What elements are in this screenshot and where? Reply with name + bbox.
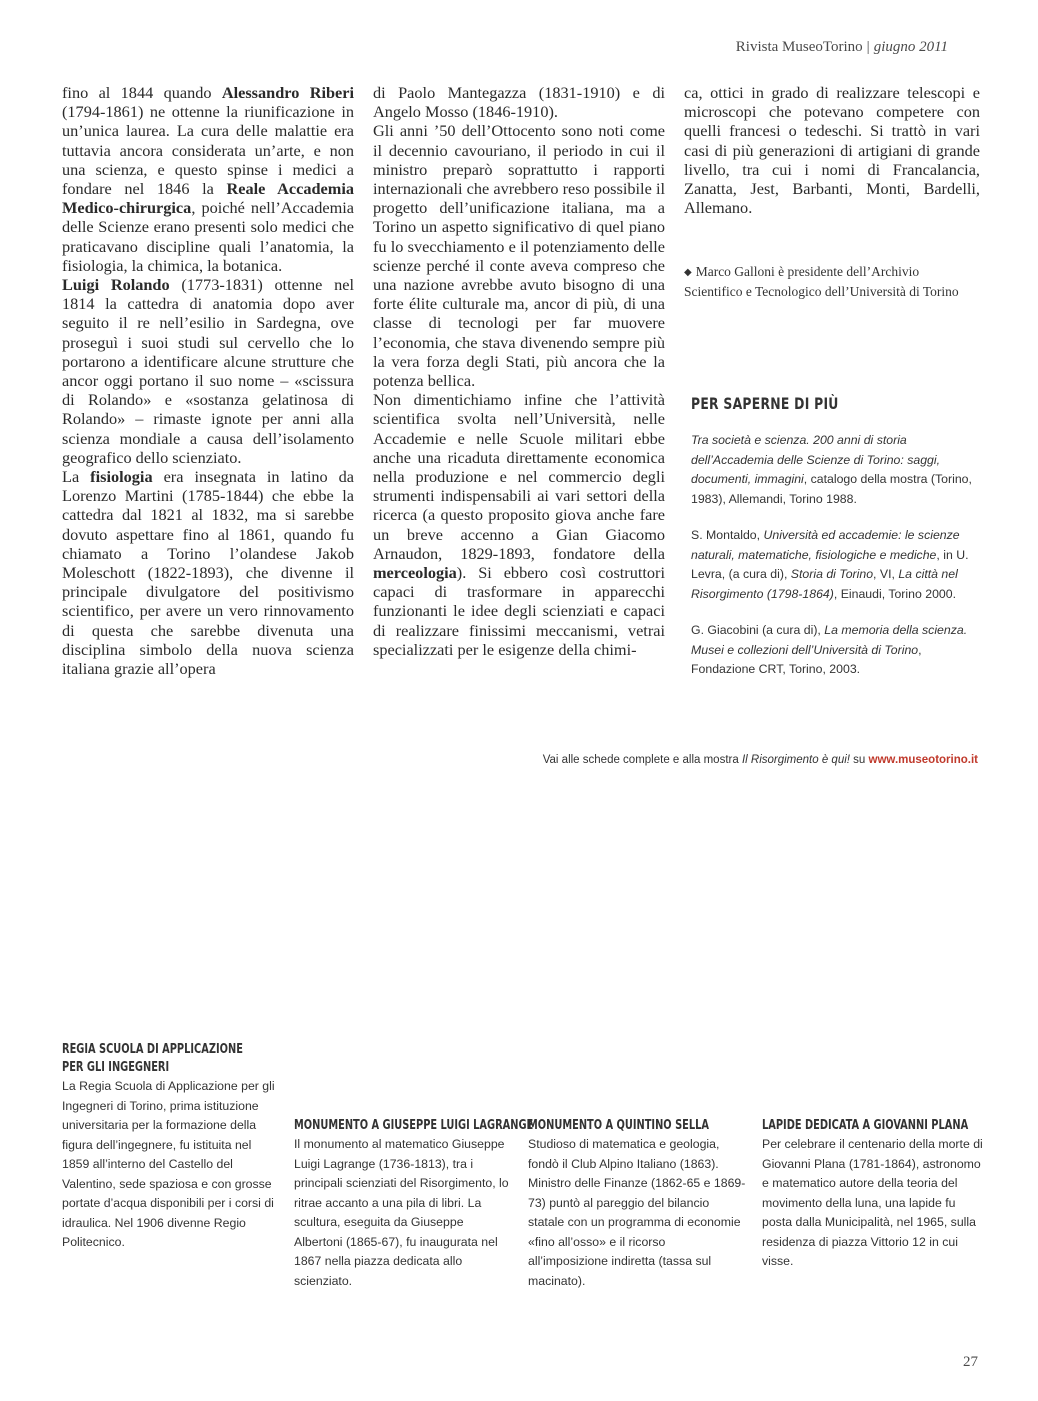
reference-item (691, 431, 979, 509)
sheet-text: Per celebrare il centenario della morte di Giovanni Plana (1781-1864), astronomo e matematico autore della teoria del movimento della luna, una lapide fu posta dalla Municipalità, nel 1965, sulla residenza di piazza Vittorio 12 in cui visse. (762, 1137, 983, 1268)
article-paragraph (373, 83, 665, 121)
sheet-regia-scuola (62, 1041, 276, 1253)
further-reading-title: PER SAPERNE DI PIÙ (691, 394, 839, 413)
article-paragraph (373, 390, 665, 659)
sheet-title-line2: PER GLI INGEGNERI (62, 1060, 170, 1075)
text-run: (1773-1831) ottenne nel 1814 la cattedra di anatomia dopo aver seguito il re nell’esilio in Sardegna, ove proseguì i suoi studi sul cervello che lo portarono a identificare alcune strutture che ancor oggi portano il suo nome – «scissura di Rolando» e «sostanza gelatinosa di Rolando» – rimaste ignote per anni alla scienza mondiale a causa dell’isolamento geografico dello scienziato. (62, 275, 354, 467)
sheet-text: Studioso di matematica e geologia, fondò il Club Alpino Italiano (1863). Ministro delle Finanze (1862-65 e 1869-73) puntò al pareggio del bilancio statale con un programma di economie «fino all’osso» e il ricorso all’imposizione indiretta (tassa sul macinato). (528, 1137, 746, 1288)
italic-title: Università ed accademie: le scienze naturali, matematiche, fisiologiche e mediche (691, 528, 960, 562)
sheet-monumento-lagrange (294, 1117, 534, 1291)
sheet-monumento-sella (528, 1117, 748, 1291)
text-run: La (62, 467, 91, 487)
text-run: di Paolo Mantegazza (1831-1910) e di Angelo Mosso (1846-1910). (373, 83, 665, 122)
visit-prefix: Vai alle schede complete e alla mostra (542, 754, 742, 766)
running-header (736, 39, 948, 56)
article-paragraph: ca, ottici in grado di realizzare telescopi e microscopi che potevano competere con quelli francesi o tedeschi. Si trattò in vari casi di più generazioni di artigiani di grande livello, tra cui i nomi di Francalancia, Zanatta, Jest, Barbanti, Monti, Bardelli, Allemano. (684, 83, 980, 218)
text-run: Gli anni ’50 dell’Ottocento sono noti come il decennio cavouriano, il periodo in cui il ministro preparò soprattutto i rapporti internazionali che avrebbero reso possibile il progetto dell’unificazione italiana, ma a Torino un aspetto significativo di quel piano fu lo svecchiamento e il potenziamento delle scienze perché il conte aveva compreso che una nazione avrebbe avuto bisogno di una forte élite culturale ma, ancor di più, di una classe di tecnologi per far muovere l’economia, che stava divenendo sempre più la vera forza degli Stati, più ancora che la potenza bellica. (373, 121, 665, 391)
bold-term: Luigi Rolando (62, 275, 170, 295)
exhibition-name: Il Risorgimento è qui! (741, 754, 850, 766)
italic-title: La memoria della scienza. Musei e collezioni dell’Università di Torino (691, 623, 968, 657)
bold-term: Reale Accademia Medico-chirurgica (62, 179, 354, 218)
sheet-text: La Regia Scuola di Applicazione per gli Ingegneri di Torino, prima istituzione universitaria per la formazione della figura dell’ingegnere, fu istituita nel 1859 all’interno del Castello del Valentino, sede spaziosa e con grosse portate d’acqua disponibili per i corsi di idraulica. Nel 1906 divenne Regio Politecnico. (62, 1079, 275, 1249)
bold-term: fisiologia (90, 467, 153, 487)
article-paragraph (62, 467, 354, 678)
text-run: (1794-1861) ne ottenne la riunificazione in un’unica laurea. La cura delle malattie era tuttavia ancora considerata un’arte, e non una scienza, e questo spinse i medici a fondare nel 1846 la (62, 102, 354, 199)
italic-title: Storia di Torino (790, 567, 874, 581)
article-column-3 (684, 83, 980, 217)
text-run: , poiché nell’Accademia delle Scienze erano presenti solo medici che praticavano discipline quali l’anatomia, la fisiologia, la chimica, la botanica. (62, 198, 354, 275)
visit-line (543, 754, 978, 766)
author-note (684, 262, 980, 301)
reference-item (691, 621, 979, 680)
text-run: S. Montaldo, (691, 528, 764, 542)
author-note-text: Marco Galloni è presidente dell’Archivio Scientifico e Tecnologico dell’Università di Torino (684, 264, 959, 299)
museotorino-link[interactable]: www.museotorino.it (868, 754, 978, 766)
reference-item (691, 526, 979, 604)
text-run: , Fondazione CRT, Torino, 2003. (691, 642, 922, 676)
text-run: fino al 1844 quando (62, 83, 222, 102)
magazine-name: Rivista MuseoTorino (735, 39, 863, 55)
sheet-lapide-plana (762, 1117, 984, 1272)
further-reading-box (691, 394, 979, 697)
text-run: , VI, (873, 567, 899, 581)
text-run: ). Si ebbero così costruttori capaci di trasformare in apparecchi funzionanti le idee degli scienziati e capaci di realizzare finissimi meccanismi, vetrai specializzati per le esigenze della chimi- (373, 563, 665, 659)
sheet-title: MONUMENTO A GIUSEPPE LUIGI LAGRANGE (294, 1118, 534, 1133)
sheet-title: MONUMENTO A QUINTINO SELLA (528, 1118, 709, 1133)
italic-title: Tra società e scienza. 200 anni di storia dell’Accademia delle Scienze di Torino: saggi, documenti, immagini (691, 433, 941, 486)
sheet-title: REGIA SCUOLA DI APPLICAZIONE (62, 1042, 243, 1057)
article-paragraph (62, 275, 354, 467)
text-run: , in U. Levra, (a cura di), (691, 547, 969, 581)
diamond-bullet-icon: ◆ (684, 267, 692, 278)
article-paragraph (373, 121, 665, 390)
article-paragraph (62, 83, 354, 275)
article-column-2 (373, 83, 665, 659)
article-column-1 (62, 83, 354, 678)
visit-middle: su (849, 754, 869, 766)
page-number: 27 (963, 1354, 978, 1370)
header-separator: | (866, 39, 870, 55)
bold-term: Alessandro Riberi (221, 83, 355, 102)
text-run: era insegnata in latino da Lorenzo Martini (1785-1844) che ebbe la cattedra dal 1821 al 1832, ma si sarebbe dovuto aspettare fino al 1861, quando fu chiamato a Torino l’olandese Jakob Moleschott (1822-1893), che divenne il principale divulgatore del positivismo scientifico, per avere un vero rinnovamento di questa che sarebbe divenuta una disciplina simbolo della nuova scienza italiana grazie all’opera (62, 467, 354, 679)
sheet-title: LAPIDE DEDICATA A GIOVANNI PLANA (762, 1118, 969, 1133)
text-run: , Einaudi, Torino 2000. (833, 586, 957, 601)
text-run: , catalogo della mostra (Torino, 1983), Allemandi, Torino 1988. (691, 472, 972, 506)
issue-date: giugno 2011 (873, 39, 948, 55)
sheet-text: Il monumento al matematico Giuseppe Luigi Lagrange (1736-1813), tra i principali scienziati del Risorgimento, lo ritrae accanto a una pila di libri. La scultura, eseguita da Giuseppe Albertoni (1865-67), fu inaugurata nel 1867 nella piazza dedicata allo scienziato. (294, 1137, 509, 1288)
bold-term: merceologia (373, 563, 457, 583)
text-run: G. Giacobini (a cura di), (691, 623, 825, 637)
text-run: Non dimentichiamo infine che l’attività scientifica svolta nell’Università, nelle Accademie e nelle Scuole militari ebbe anche una ricaduta direttamente economica nella produzione e nel commercio degli strumenti indispensabili ai vari settori della ricerca (a questo proposito giova anche fare un breve accenno a Gian Giacomo Arnaudon, 1829-1893, fondatore della (373, 390, 665, 563)
italic-title: La città nel Risorgimento (1798-1864) (691, 567, 958, 601)
